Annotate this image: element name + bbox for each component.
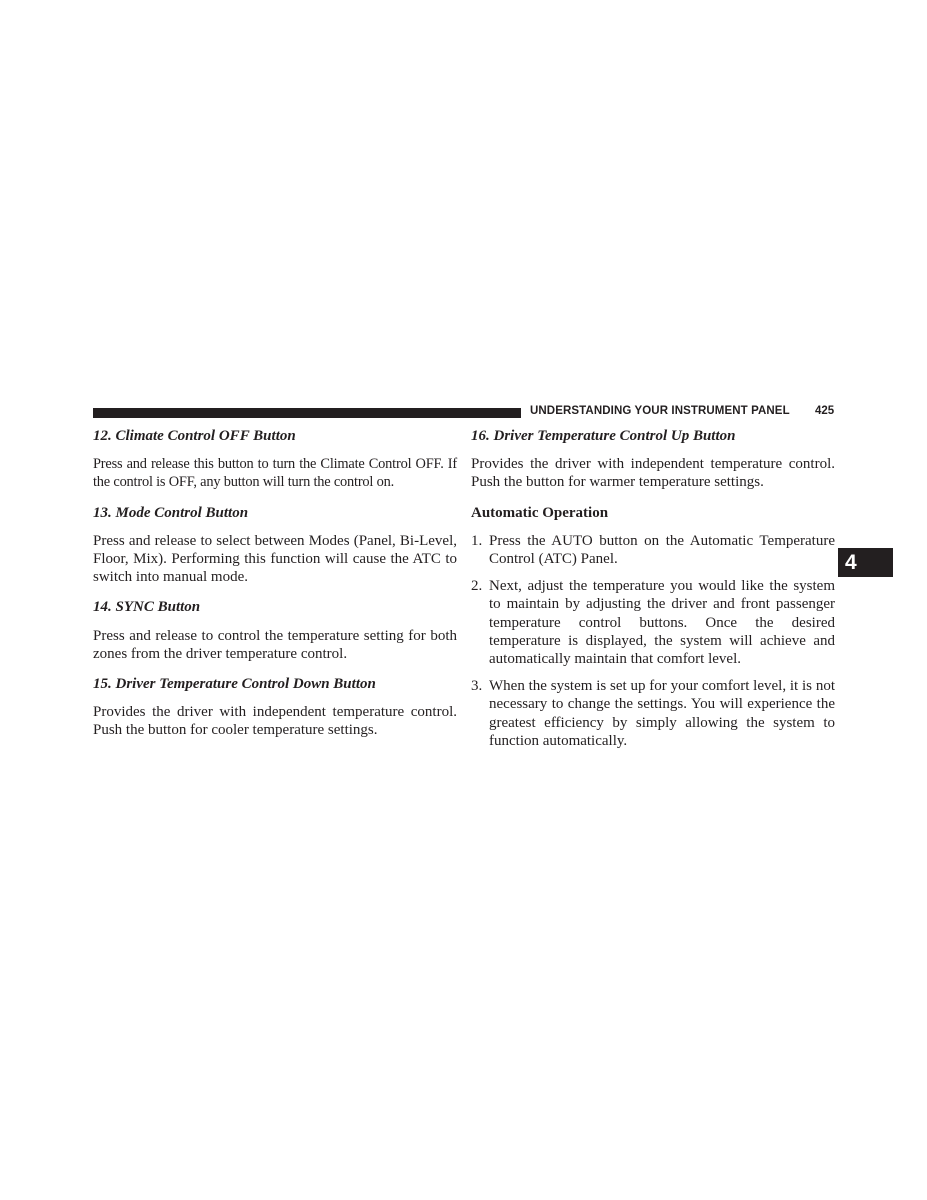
list-item-number: 3. (471, 678, 483, 695)
list-item (471, 532, 835, 568)
section-body: Press and release to select between Modes (Panel, Bi-Level, Floor, Mix). Performing this function will cause the ATC to switch into manual mode. (93, 532, 457, 586)
list-item-text: Next, adjust the temperature you would like the system to maintain by adjusting the driver and front passenger temperature control buttons. Once the desired temperature is displayed, the system will achieve and automatically maintain that comfort level. (489, 578, 835, 668)
page-number: 425 (815, 405, 835, 417)
steps-list (471, 532, 835, 750)
section-body: Press and release this button to turn the Climate Control OFF. If the control is OFF, any button will turn the control on. (93, 456, 457, 491)
automatic-operation-section (471, 504, 835, 750)
chapter-number: 4 (845, 550, 857, 574)
section-heading: 12. Climate Control OFF Button (93, 428, 296, 444)
header-rule (93, 408, 521, 418)
list-item-text: When the system is set up for your comfort level, it is not necessary to change the settings. You will experience the greatest efficiency by simply allowing the system to function automatically. (489, 678, 835, 749)
section-12 (93, 427, 457, 492)
section-heading: 15. Driver Temperature Control Down Button (93, 676, 376, 693)
section-body: Provides the driver with independent temperature control. Push the button for warmer temperature settings. (471, 456, 835, 491)
section-14 (93, 598, 457, 663)
section-body: Press and release to control the temperature setting for both zones from the driver temperature control. (93, 627, 457, 662)
list-item-text: Press the AUTO button on the Automatic Temperature Control (ATC) Panel. (489, 532, 835, 568)
right-column (471, 427, 835, 759)
section-heading: Automatic Operation (471, 504, 609, 521)
list-item (471, 577, 835, 668)
list-item (471, 677, 835, 750)
chapter-tab (838, 548, 893, 577)
section-heading: 16. Driver Temperature Control Up Button (471, 428, 736, 444)
running-header: UNDERSTANDING YOUR INSTRUMENT PANEL (530, 405, 790, 417)
section-15 (93, 675, 457, 740)
section-heading: 13. Mode Control Button (93, 504, 249, 521)
section-heading: 14. SYNC Button (93, 599, 201, 616)
list-item-number: 1. (471, 532, 483, 549)
left-column (93, 427, 457, 752)
section-13 (93, 504, 457, 587)
list-item-number: 2. (471, 578, 483, 595)
section-body: Provides the driver with independent temperature control. Push the button for cooler temperature settings. (93, 704, 457, 739)
section-16 (471, 427, 835, 492)
